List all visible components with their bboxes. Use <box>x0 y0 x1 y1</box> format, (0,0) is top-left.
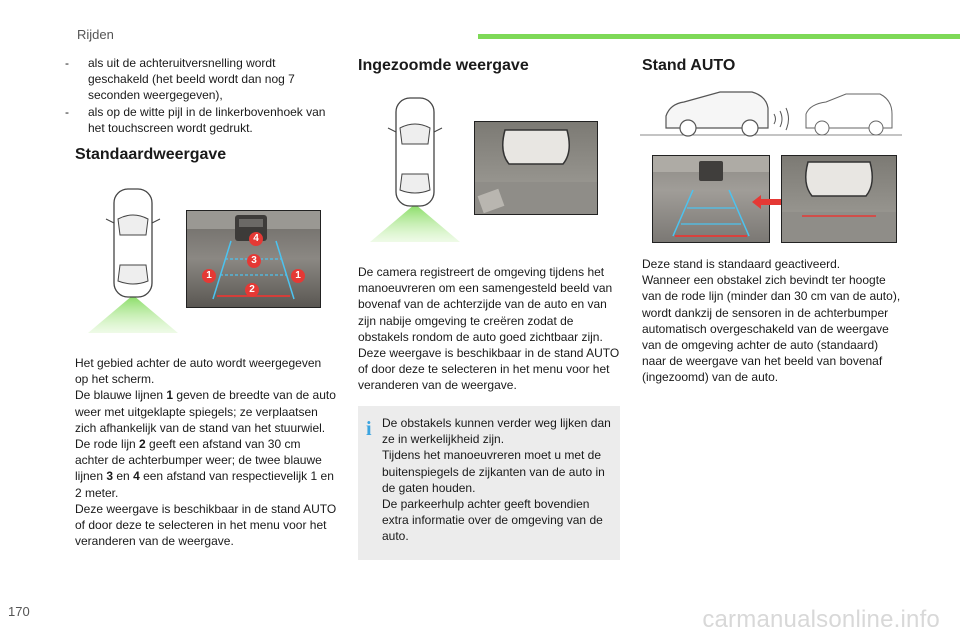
car-proximity-illustration <box>640 86 902 138</box>
auto-mode-text: Deze stand is standaard geactiveerd. Wanneer een obstakel zich bevindt ter hoogte van de rode lijn (minder dan 30 cm van de auto), wordt dankzij de sensoren in de achterbumper automatisch overgeschakeld van de weergave van de omgeving achter de auto (standaard) naar de weergave van het beeld van bovenaf (ingezoomd) van de auto. <box>642 257 901 385</box>
section-label: Rijden <box>77 27 114 42</box>
list-item: - als op de witte pijl in de linkerbovenhoek van het touchscreen wordt gedrukt. <box>65 104 335 136</box>
info-note-box <box>358 406 620 560</box>
zoomed-camera-image <box>474 121 598 215</box>
info-icon: i <box>366 418 372 440</box>
intro-bullet-list <box>65 55 335 136</box>
rear-camera-image <box>186 210 321 308</box>
list-item: - als uit de achteruitversnelling wordt geschakeld (het beeld wordt dan nog 7 seconden weergegeven), <box>65 55 335 104</box>
list-item-text: als uit de achteruitversnelling wordt geschakeld (het beeld wordt dan nog 7 seconden weergegeven), <box>88 56 295 103</box>
header-accent-bar <box>478 34 960 39</box>
note-line: De parkeerhulp achter geeft bovendien extra informatie over de omgeving van de auto. <box>382 497 603 544</box>
standard-view-text: Het gebied achter de auto wordt weergegeven op het scherm. De blauwe lijnen 1 geven de breedte van de auto weer met uitgeklapte spiegels; ze verplaatsen zich afhankelijk van de stand van het stuurwiel. De rode lijn 2 geeft een afstand van 30 cm achter de achterbumper weer; de twee blauwe lijnen 3 en 4 een afstand van respectievelijk 1 en 2 meter. Deze weergave is beschikbaar in de stand AUTO of door deze te selecteren in het menu voor het veranderen van de weergave. <box>75 356 337 549</box>
auto-mode-heading: Stand AUTO <box>642 57 736 74</box>
watermark: carmanualsonline.info <box>702 606 940 633</box>
marker-1-right-badge: 1 <box>291 269 305 283</box>
zoomed-view-text: De camera registreert de omgeving tijdens het manoeuvreren om een samengesteld beeld van bovenaf van de achterzijde van de auto en van zijn nabije omgeving te creëren zodat de obstakels rondom de auto goed zichtbaar zijn. Deze weergave is beschikbaar in de stand AUTO of door deze te selecteren in het menu voor het veranderen van de weergave. <box>358 265 620 393</box>
marker-3-badge: 3 <box>247 254 261 268</box>
car-top-view-illustration <box>78 185 188 335</box>
marker-1-left-badge: 1 <box>202 269 216 283</box>
car-top-view-zoom-illustration <box>360 92 470 244</box>
page-number: 170 <box>8 604 30 619</box>
zoomed-view-heading: Ingezoomde weergave <box>358 57 529 74</box>
standard-view-heading: Standaardweergave <box>75 146 227 163</box>
note-line: De obstakels kunnen verder weg lijken dan ze in werkelijkheid zijn. <box>382 416 611 447</box>
note-line: Tijdens het manoeuvreren moet u met de buitenspiegels de zijkanten van de auto in de gaten houden. <box>382 448 605 495</box>
list-item-text: als op de witte pijl in de linkerbovenhoek van het touchscreen wordt gedrukt. <box>88 104 326 135</box>
marker-4-badge: 4 <box>249 232 263 246</box>
marker-2-badge: 2 <box>245 283 259 297</box>
auto-zoom-camera-image <box>781 155 897 243</box>
